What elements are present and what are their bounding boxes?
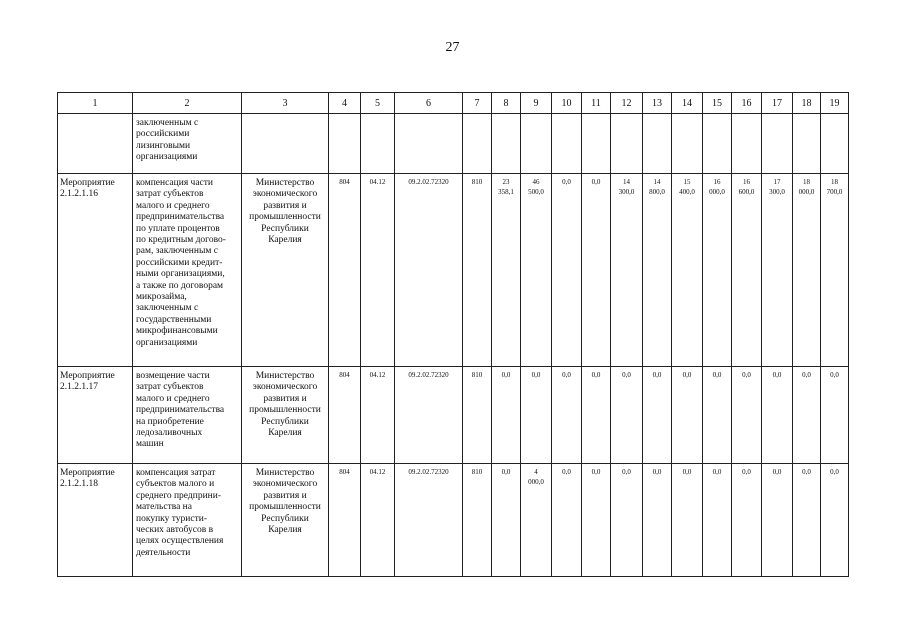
funding-value: 0,0 (643, 464, 672, 577)
funding-value (703, 114, 732, 174)
activity-name (58, 114, 133, 174)
activity-description: компенсация части затрат субъектов малого и среднего предпринимательства по уплате процентов по кредитным догово- рам, заключенным с российскими кредит- ными организациями, а также по договорам микрозайма, заключенным с государственными микрофинансовыми организациями (133, 174, 242, 367)
section-code: 04.12 (361, 367, 395, 464)
column-number: 10 (552, 93, 582, 114)
grbs-code (329, 114, 361, 174)
funding-value: 0,0 (552, 367, 582, 464)
column-number: 11 (582, 93, 611, 114)
funding-value: 0,0 (611, 367, 643, 464)
column-number-row (58, 93, 849, 114)
column-number: 19 (821, 93, 849, 114)
column-number: 12 (611, 93, 643, 114)
target-article-code (395, 114, 463, 174)
activity-description: компенсация затрат субъектов малого и среднего предприни- мательства на покупку туристи- ческих автобусов в целях осуществления деятельности (133, 464, 242, 577)
activity-name: Мероприятие 2.1.2.1.17 (58, 367, 133, 464)
section-code: 04.12 (361, 464, 395, 577)
funding-value: 15 400,0 (672, 174, 703, 367)
funding-value: 0,0 (582, 174, 611, 367)
column-number: 3 (242, 93, 329, 114)
expense-type-code (463, 114, 492, 174)
table-row (58, 114, 849, 174)
funding-value: 0,0 (582, 367, 611, 464)
column-number: 4 (329, 93, 361, 114)
funding-value: 4 000,0 (521, 464, 552, 577)
grbs-code: 804 (329, 367, 361, 464)
table-row (58, 174, 849, 367)
funding-value: 0,0 (552, 174, 582, 367)
column-number: 8 (492, 93, 521, 114)
funding-value: 0,0 (643, 367, 672, 464)
grbs-code: 804 (329, 464, 361, 577)
target-article-code: 09.2.02.72320 (395, 464, 463, 577)
column-number: 16 (732, 93, 762, 114)
funding-value: 0,0 (793, 464, 821, 577)
funding-value: 46 500,0 (521, 174, 552, 367)
column-number: 13 (643, 93, 672, 114)
funding-value: 0,0 (821, 464, 849, 577)
funding-value: 0,0 (703, 464, 732, 577)
funding-value: 18 000,0 (793, 174, 821, 367)
column-number: 2 (133, 93, 242, 114)
funding-value: 0,0 (732, 367, 762, 464)
funding-value (821, 114, 849, 174)
responsible-organization: Министерство экономического развития и промышленности Республики Карелия (242, 174, 329, 367)
funding-value: 23 358,1 (492, 174, 521, 367)
funding-value: 0,0 (732, 464, 762, 577)
grbs-code: 804 (329, 174, 361, 367)
funding-value: 0,0 (492, 464, 521, 577)
target-article-code: 09.2.02.72320 (395, 367, 463, 464)
funding-value (521, 114, 552, 174)
expense-type-code: 810 (463, 367, 492, 464)
expense-type-code: 810 (463, 174, 492, 367)
section-code (361, 114, 395, 174)
activity-description: заключенным с российскими лизинговыми организациями (133, 114, 242, 174)
funding-value: 0,0 (552, 464, 582, 577)
table-row (58, 464, 849, 577)
funding-value: 16 000,0 (703, 174, 732, 367)
funding-value (582, 114, 611, 174)
responsible-organization (242, 114, 329, 174)
page-number: 27 (445, 40, 460, 55)
activity-name: Мероприятие 2.1.2.1.18 (58, 464, 133, 577)
column-number: 6 (395, 93, 463, 114)
funding-value: 0,0 (762, 464, 793, 577)
funding-value (672, 114, 703, 174)
column-number: 14 (672, 93, 703, 114)
activity-name: Мероприятие 2.1.2.1.16 (58, 174, 133, 367)
column-number: 1 (58, 93, 133, 114)
funding-value: 16 600,0 (732, 174, 762, 367)
funding-value (492, 114, 521, 174)
column-number: 9 (521, 93, 552, 114)
expense-type-code: 810 (463, 464, 492, 577)
funding-value: 18 700,0 (821, 174, 849, 367)
funding-value: 0,0 (492, 367, 521, 464)
funding-value: 0,0 (582, 464, 611, 577)
responsible-organization: Министерство экономического развития и промышленности Республики Карелия (242, 367, 329, 464)
funding-value: 17 300,0 (762, 174, 793, 367)
column-number: 18 (793, 93, 821, 114)
funding-value (643, 114, 672, 174)
column-number: 7 (463, 93, 492, 114)
funding-value: 0,0 (821, 367, 849, 464)
funding-value: 0,0 (672, 367, 703, 464)
section-code: 04.12 (361, 174, 395, 367)
funding-value: 0,0 (703, 367, 732, 464)
target-article-code: 09.2.02.72320 (395, 174, 463, 367)
funding-value (611, 114, 643, 174)
column-number: 15 (703, 93, 732, 114)
funding-value: 0,0 (521, 367, 552, 464)
funding-value: 14 800,0 (643, 174, 672, 367)
funding-value: 0,0 (611, 464, 643, 577)
column-number: 5 (361, 93, 395, 114)
budget-table (57, 92, 849, 577)
funding-value (732, 114, 762, 174)
column-number: 17 (762, 93, 793, 114)
table-row (58, 367, 849, 464)
funding-value: 0,0 (672, 464, 703, 577)
funding-value (793, 114, 821, 174)
funding-value: 0,0 (762, 367, 793, 464)
funding-value: 0,0 (793, 367, 821, 464)
funding-value: 14 300,0 (611, 174, 643, 367)
funding-value (762, 114, 793, 174)
activity-description: возмещение части затрат субъектов малого и среднего предпринимательства на приобретение ледозаливочных машин (133, 367, 242, 464)
responsible-organization: Министерство экономического развития и промышленности Республики Карелия (242, 464, 329, 577)
funding-value (552, 114, 582, 174)
